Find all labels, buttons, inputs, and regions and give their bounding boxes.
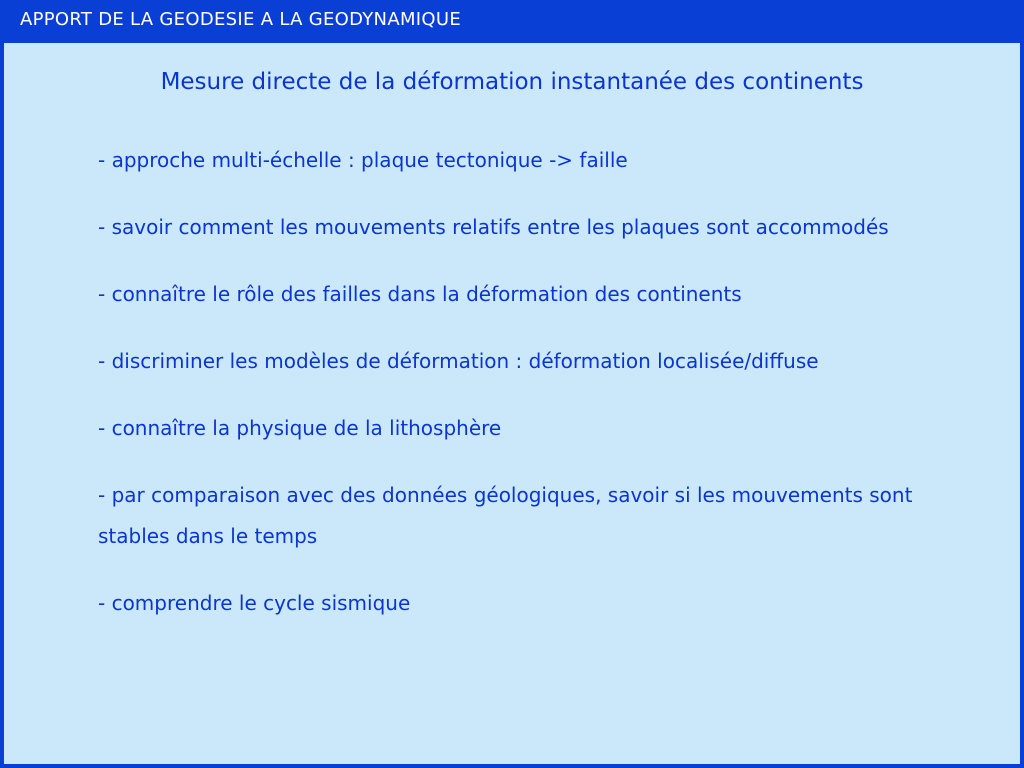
slide-subtitle: Mesure directe de la déformation instantanée des continents	[160, 69, 864, 95]
bullet-list	[98, 140, 988, 650]
bullet-item: - connaître le rôle des failles dans la déformation des continents	[98, 282, 742, 306]
slide-title: APPORT DE LA GEODESIE A LA GEODYNAMIQUE	[20, 9, 461, 30]
bullet-item: - discriminer les modèles de déformation : déformation localisée/diffuse	[98, 349, 819, 373]
bullet-item: - approche multi-échelle : plaque tectonique -> faille	[98, 148, 628, 172]
bullet-item: - comprendre le cycle sismique	[98, 591, 411, 615]
bullet-item: - par comparaison avec des données géologiques, savoir si les mouvements sont stables dans le temps	[98, 483, 913, 548]
bullet-item: - savoir comment les mouvements relatifs entre les plaques sont accommodés	[98, 215, 889, 239]
slide-header	[0, 0, 1024, 42]
bullet-item: - connaître la physique de la lithosphère	[98, 416, 502, 440]
content-panel	[4, 43, 1020, 764]
